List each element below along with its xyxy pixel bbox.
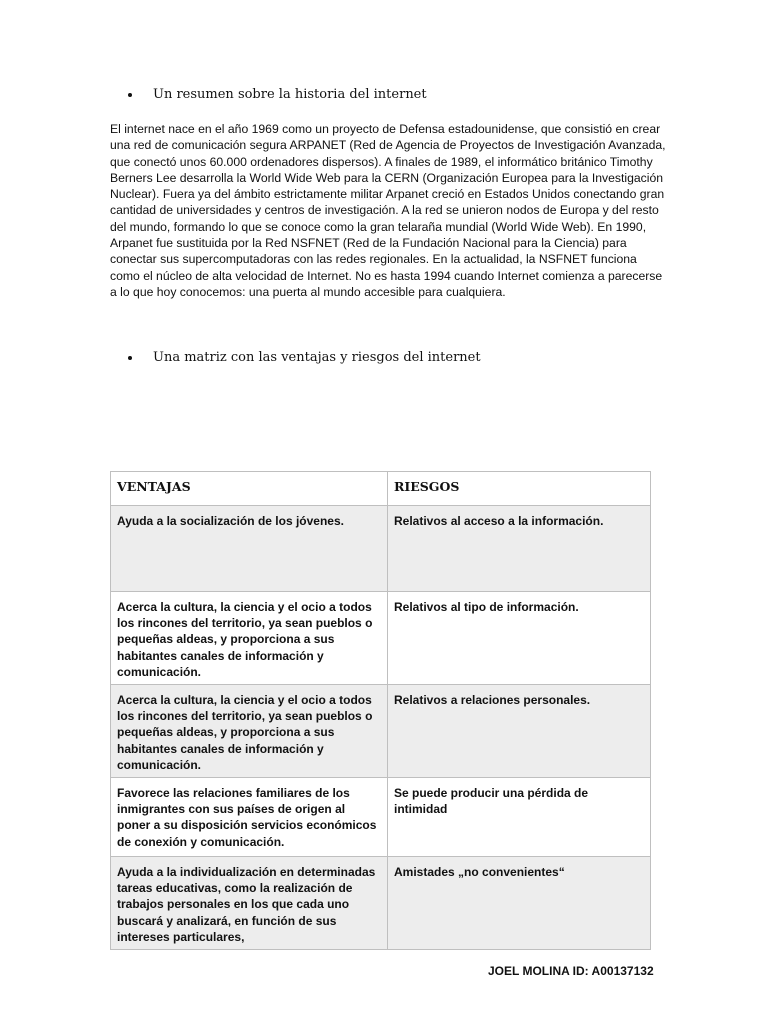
table-cell-ventaja: Ayuda a la socialización de los jóvenes.	[111, 506, 388, 592]
heading-text: Un resumen sobre la historia del internet	[153, 87, 427, 102]
header-ventajas: VENTAJAS	[111, 472, 388, 506]
table-cell-riesgo: Relativos al acceso a la información.	[388, 506, 651, 592]
table-row	[111, 857, 651, 950]
footer-author-id: JOEL MOLINA ID: A00137132	[488, 964, 654, 978]
section-heading-history	[128, 87, 427, 102]
table-cell-riesgo: Relativos al tipo de información.	[388, 592, 651, 685]
table-cell-riesgo: Amistades „no convenientes“	[388, 857, 651, 950]
table-row	[111, 506, 651, 592]
table-cell-riesgo: Se puede producir una pérdida de intimidad	[388, 778, 651, 857]
table-cell-riesgo: Relativos a relaciones personales.	[388, 685, 651, 778]
table-row	[111, 592, 651, 685]
table-row	[111, 685, 651, 778]
bullet-icon	[128, 356, 132, 360]
table-cell-ventaja: Acerca la cultura, la ciencia y el ocio a todos los rincones del territorio, ya sean pueblos o pequeñas aldeas, y proporciona a sus habitantes canales de información y comunicación.	[111, 592, 388, 685]
table-row	[111, 778, 651, 857]
table-cell-ventaja: Favorece las relaciones familiares de los inmigrantes con sus países de origen al poner a su disposición servicios económicos de conexión y comunicación.	[111, 778, 388, 857]
table-cell-ventaja: Acerca la cultura, la ciencia y el ocio a todos los rincones del territorio, ya sean pueblos o pequeñas aldeas, y proporciona a sus habitantes canales de información y comunicación.	[111, 685, 388, 778]
advantages-risks-table	[110, 471, 651, 950]
table-cell-ventaja: Ayuda a la individualización en determinadas tareas educativas, como la realización de trabajos personales en los que cada uno buscará y analizará, en función de sus intereses particulares,	[111, 857, 388, 950]
header-riesgos: RIESGOS	[388, 472, 651, 506]
history-paragraph: El internet nace en el año 1969 como un proyecto de Defensa estadounidense, que consistió en crear una red de comunicación segura ARPANET (Red de Agencia de Proyectos de Investigación Avanzada, que conectó unos 60.000 ordenadores dispersos). A finales de 1989, el informático británico Timothy Berners Lee desarrolla la World Wide Web para la CERN (Organización Europea para la Investigación Nuclear). Fuera ya del ámbito estrictamente militar Arpanet creció en Estados Unidos conectando gran cantidad de universidades y centros de investigación. A la red se unieron nodos de Europa y del resto del mundo, formando lo que se conoce como la gran telaraña mundial (World Wide Web). En 1990, Arpanet fue sustituida por la Red NSFNET (Red de la Fundación Nacional para la Ciencia) para conectar sus supercomputadoras con las redes regionales. En la actualidad, la NSFNET funciona como el núcleo de alta velocidad de Internet. No es hasta 1994 cuando Internet comienza a parecerse a lo que hoy conocemos: una puerta al mundo accesible para cualquiera.	[110, 122, 666, 299]
heading-text: Una matriz con las ventajas y riesgos del internet	[153, 350, 481, 365]
table-header-row	[111, 472, 651, 506]
bullet-icon	[128, 93, 132, 97]
section-heading-matrix	[128, 350, 481, 365]
